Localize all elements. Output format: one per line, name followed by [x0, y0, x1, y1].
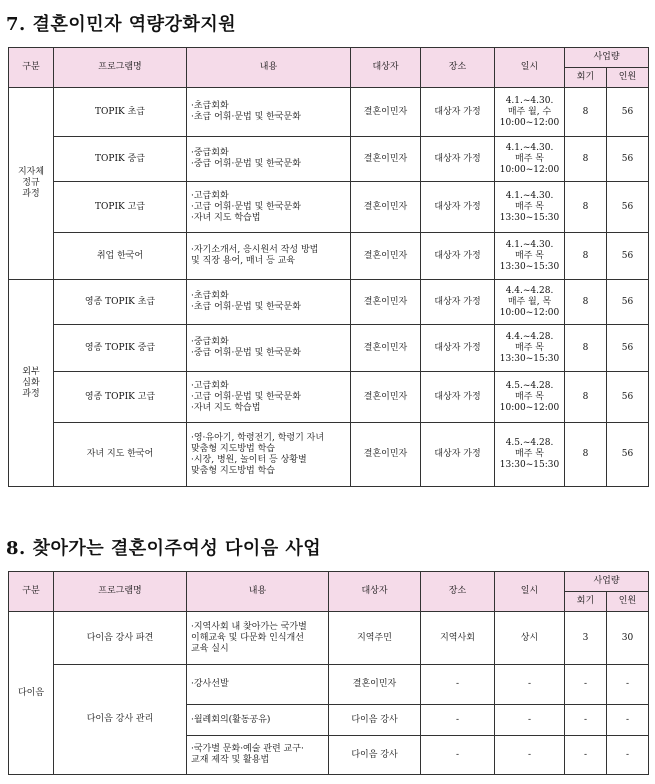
schedule-cell-line: 10:00~12:00 — [499, 307, 560, 318]
schedule-cell-line: 매주 목 — [515, 449, 544, 459]
sessions-cell: 8 — [565, 280, 607, 325]
persons-cell: - — [607, 736, 649, 775]
target-cell: 결혼이민자 — [351, 325, 421, 372]
schedule-cell-line: 10:00~12:00 — [499, 402, 560, 413]
place-cell: 대상자 가정 — [421, 280, 495, 325]
content-cell-line: ·초급회화 — [191, 291, 229, 301]
program-cell: TOPIK 중급 — [54, 137, 187, 182]
table-row — [9, 280, 649, 325]
header-program: 프로그램명 — [54, 572, 187, 612]
target-cell: 결혼이민자 — [351, 280, 421, 325]
header-persons: 인원 — [607, 592, 649, 612]
schedule-cell-line: 4.5.~4.28. — [505, 380, 554, 391]
schedule-cell-line: 4.1.~4.30. — [505, 190, 554, 201]
program-cell: 취업 한국어 — [54, 233, 187, 280]
schedule-cell — [495, 423, 565, 487]
header-schedule: 일시 — [495, 572, 565, 612]
schedule-cell — [495, 325, 565, 372]
sessions-cell: - — [565, 665, 607, 705]
program-cell: 다이음 강사 관리 — [54, 665, 187, 775]
header-scale: 사업량 — [565, 572, 649, 592]
target-cell: 지역주민 — [329, 612, 421, 665]
content-cell-line: ·중급회화 — [191, 337, 229, 347]
schedule-cell-line: 매주 목 — [515, 250, 544, 261]
content-cell-line: 이해교육 및 다문화 인식개선 — [191, 632, 304, 643]
sessions-cell: 8 — [565, 423, 607, 487]
schedule-cell: - — [495, 705, 565, 736]
sessions-cell: 3 — [565, 612, 607, 665]
target-cell: 결혼이민자 — [329, 665, 421, 705]
target-cell: 결혼이민자 — [351, 233, 421, 280]
content-cell-line: ·지역사회 내 찾아가는 국가별 — [191, 621, 307, 632]
category-cell-line: 심화 — [22, 377, 40, 388]
content-cell-line: 맞춤형 지도방법 학습 — [191, 465, 275, 476]
content-cell — [187, 88, 351, 137]
persons-cell: 56 — [607, 182, 649, 233]
header-target: 대상자 — [351, 48, 421, 88]
content-cell — [187, 665, 329, 705]
section-7-title: 7. 결혼이민자 역량강화지원 — [6, 14, 237, 35]
header-persons: 인원 — [607, 68, 649, 88]
content-cell — [187, 233, 351, 280]
content-cell-line: ·국가별 문화·예술 관련 교구· — [191, 744, 304, 754]
place-cell: 대상자 가정 — [421, 88, 495, 137]
table-row — [9, 88, 649, 137]
target-cell: 다이음 강사 — [329, 736, 421, 775]
content-cell — [187, 325, 351, 372]
header-sessions: 회기 — [565, 592, 607, 612]
content-cell-line: ·자녀 지도 학습법 — [191, 212, 261, 223]
header-content: 내용 — [187, 48, 351, 88]
sessions-cell: 8 — [565, 88, 607, 137]
sessions-cell: 8 — [565, 137, 607, 182]
program-cell: 영종 TOPIK 중급 — [54, 325, 187, 372]
schedule-cell-line: 4.4.~4.28. — [505, 331, 554, 342]
schedule-cell-line: 매주 목 — [515, 342, 544, 353]
persons-cell: 56 — [607, 280, 649, 325]
header-place: 장소 — [421, 48, 495, 88]
content-cell — [187, 612, 329, 665]
content-cell — [187, 372, 351, 423]
place-cell: 지역사회 — [421, 612, 495, 665]
sessions-cell: 8 — [565, 233, 607, 280]
table-row — [9, 372, 649, 423]
content-cell — [187, 137, 351, 182]
table-row — [9, 137, 649, 182]
content-cell-line: ·자기소개서, 응시원서 작성 방법 — [191, 245, 319, 255]
persons-cell: 56 — [607, 137, 649, 182]
content-cell-line: ·고급회화 — [191, 380, 229, 391]
schedule-cell: - — [495, 736, 565, 775]
schedule-cell-line: 4.5.~4.28. — [505, 438, 554, 448]
content-cell-line: ·영·유아기, 학령전기, 학령기 자녀 — [191, 432, 325, 443]
persons-cell: 56 — [607, 233, 649, 280]
place-cell: 대상자 가정 — [421, 137, 495, 182]
schedule-cell-line: 매주 목 — [515, 201, 544, 212]
schedule-cell-line: 4.1.~4.30. — [505, 239, 554, 250]
content-cell-line: ·중급 어휘·문법 및 한국문화 — [191, 348, 301, 358]
content-cell-line: ·자녀 지도 학습법 — [191, 402, 261, 413]
header-category: 구분 — [9, 48, 54, 88]
content-cell-line: 맞춤형 지도방법 학습 — [191, 443, 275, 454]
schedule-cell — [495, 182, 565, 233]
content-cell-line: 교재 제작 및 활용법 — [191, 755, 270, 765]
category-cell-line: 과정 — [22, 388, 40, 399]
table-row — [9, 325, 649, 372]
persons-cell: - — [607, 665, 649, 705]
content-cell — [187, 280, 351, 325]
target-cell: 결혼이민자 — [351, 182, 421, 233]
category-cell — [9, 280, 54, 487]
section-8-table — [8, 571, 649, 775]
schedule-cell-line: 매주 목 — [515, 153, 544, 164]
content-cell-line: 교육 실시 — [191, 643, 229, 654]
content-cell — [187, 423, 351, 487]
persons-cell: 56 — [607, 325, 649, 372]
header-schedule: 일시 — [495, 48, 565, 88]
persons-cell: 56 — [607, 372, 649, 423]
category-cell-line: 과정 — [22, 189, 40, 199]
content-cell-line: ·초급 어휘·문법 및 한국문화 — [191, 112, 301, 122]
sessions-cell: 8 — [565, 325, 607, 372]
target-cell: 결혼이민자 — [351, 137, 421, 182]
sessions-cell: 8 — [565, 182, 607, 233]
schedule-cell-line: 13:30~15:30 — [499, 212, 560, 223]
program-cell: 자녀 지도 한국어 — [54, 423, 187, 487]
content-cell-line: ·시장, 병원, 놀이터 등 상황별 — [191, 454, 307, 465]
program-cell: 영종 TOPIK 초급 — [54, 280, 187, 325]
content-cell-line: 및 직장 용어, 매너 등 교육 — [191, 256, 296, 266]
schedule-cell-line: 10:00~12:00 — [499, 117, 560, 128]
content-cell-line: ·고급회화 — [191, 190, 229, 201]
category-cell — [9, 88, 54, 280]
content-cell-line: ·초급회화 — [191, 101, 229, 111]
persons-cell: 56 — [607, 423, 649, 487]
schedule-cell-line: 매주 목 — [515, 391, 544, 402]
content-cell-line: ·중급회화 — [191, 148, 229, 158]
content-cell-line: ·중급 어휘·문법 및 한국문화 — [191, 159, 301, 169]
category-cell — [9, 612, 54, 775]
target-cell: 결혼이민자 — [351, 88, 421, 137]
header-program: 프로그램명 — [54, 48, 187, 88]
program-cell: TOPIK 초급 — [54, 88, 187, 137]
category-line: 다이음 — [17, 687, 45, 698]
schedule-cell-line: 4.1.~4.30. — [505, 95, 554, 106]
content-cell-line: ·고급 어휘·문법 및 한국문화 — [191, 391, 301, 402]
schedule-cell: - — [495, 665, 565, 705]
schedule-cell-line: 13:30~15:30 — [499, 353, 560, 364]
content-cell-line: ·초급 어휘·문법 및 한국문화 — [191, 302, 301, 312]
table-row — [9, 182, 649, 233]
place-cell: 대상자 가정 — [421, 233, 495, 280]
schedule-cell — [495, 88, 565, 137]
content-cell-line: ·강사선발 — [191, 679, 229, 689]
target-cell: 결혼이민자 — [351, 372, 421, 423]
place-cell: 대상자 가정 — [421, 182, 495, 233]
place-cell: 대상자 가정 — [421, 423, 495, 487]
program-cell: 영종 TOPIK 고급 — [54, 372, 187, 423]
header-category: 구분 — [9, 572, 54, 612]
category-cell-line: 지자체 — [17, 167, 45, 177]
table-row — [9, 233, 649, 280]
section-8-title: 8. 찾아가는 결혼이주여성 다이음 사업 — [6, 538, 322, 559]
header-scale: 사업량 — [565, 48, 649, 68]
section-7-table — [8, 47, 649, 487]
place-cell: 대상자 가정 — [421, 325, 495, 372]
table-row — [9, 665, 649, 705]
content-cell — [187, 736, 329, 775]
program-cell: 다이음 강사 파견 — [54, 612, 187, 665]
schedule-cell-line: 10:00~12:00 — [499, 164, 560, 175]
schedule-cell-line: 13:30~15:30 — [499, 261, 560, 272]
target-cell: 다이음 강사 — [329, 705, 421, 736]
persons-cell: 56 — [607, 88, 649, 137]
schedule-cell: 상시 — [495, 612, 565, 665]
persons-cell: - — [607, 705, 649, 736]
schedule-cell — [495, 233, 565, 280]
header-sessions: 회기 — [565, 68, 607, 88]
sessions-cell: - — [565, 736, 607, 775]
table-row — [9, 423, 649, 487]
header-place: 장소 — [421, 572, 495, 612]
place-cell: - — [421, 736, 495, 775]
schedule-cell — [495, 280, 565, 325]
content-cell-line: ·고급 어휘·문법 및 한국문화 — [191, 201, 301, 212]
content-cell-line: ·월례회의(활동공유) — [191, 714, 271, 725]
category-cell-line: 정규 — [22, 178, 40, 188]
program-cell: TOPIK 고급 — [54, 182, 187, 233]
schedule-cell-line: 4.1.~4.30. — [505, 142, 554, 153]
place-cell: - — [421, 665, 495, 705]
persons-cell: 30 — [607, 612, 649, 665]
header-content: 내용 — [187, 572, 329, 612]
schedule-cell — [495, 372, 565, 423]
sessions-cell: 8 — [565, 372, 607, 423]
content-cell — [187, 705, 329, 736]
schedule-cell-line: 매주 월, 목 — [507, 296, 552, 307]
schedule-cell — [495, 137, 565, 182]
table-row — [9, 612, 649, 665]
schedule-cell-line: 13:30~15:30 — [499, 460, 560, 470]
category-cell-line: 외부 — [22, 366, 40, 377]
schedule-cell-line: 4.4.~4.28. — [505, 285, 554, 296]
sessions-cell: - — [565, 705, 607, 736]
target-cell: 결혼이민자 — [351, 423, 421, 487]
header-target: 대상자 — [329, 572, 421, 612]
schedule-cell-line: 매주 월, 수 — [507, 106, 552, 117]
content-cell — [187, 182, 351, 233]
place-cell: - — [421, 705, 495, 736]
place-cell: 대상자 가정 — [421, 372, 495, 423]
